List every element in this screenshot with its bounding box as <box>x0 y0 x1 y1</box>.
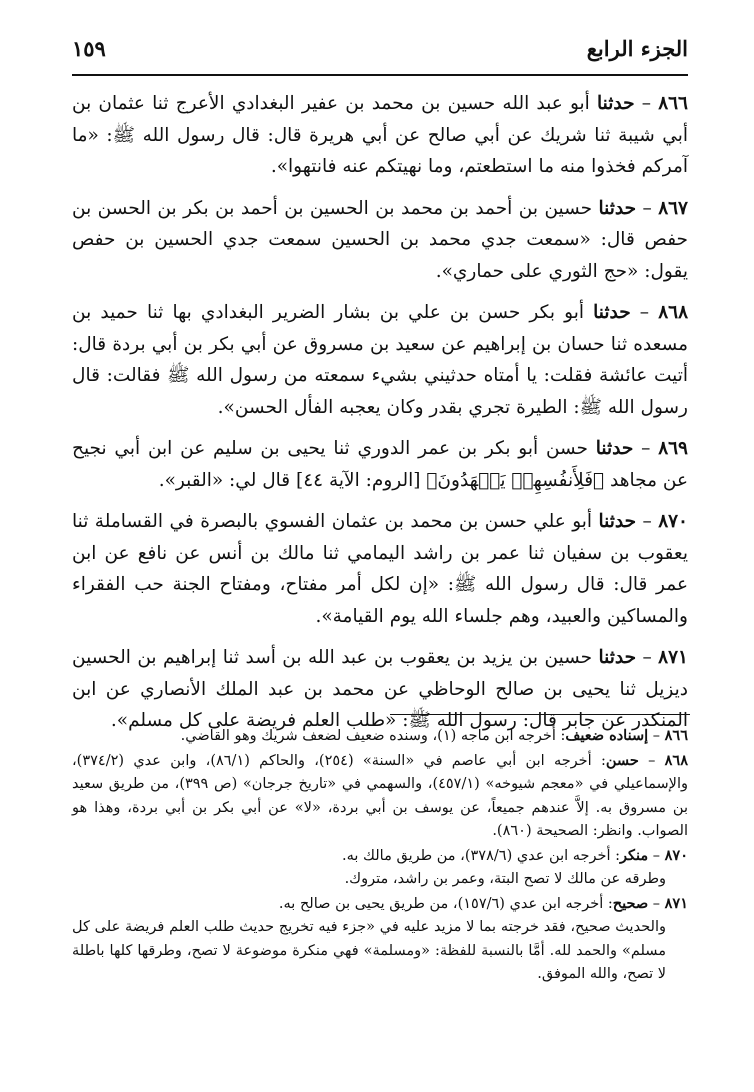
hadith-text: حسين بن أحمد بن محمد بن الحسين بن أحمد بن بكر بن الحسن بن حفص قال: «سمعت جدي محمد بن الحسين سمعت جدي الحسين بن حفص يقول: «حج الثوري على حماري». <box>72 197 688 282</box>
footnote-text: : أخرجه ابن عدي (٣٧٨/٦)، من طريق مالك به. <box>342 847 620 864</box>
page-number: ١٥٩ <box>72 36 106 61</box>
hadith-number: ٨٦٦ <box>658 93 688 114</box>
footnote-grade: منكر <box>620 846 649 864</box>
hadith-number: ٨٦٨ <box>658 302 689 323</box>
hadith-number: ٨٧٠ <box>658 511 688 532</box>
hadith-text: أبو علي حسن بن محمد بن عثمان الفسوي بالبصرة في القساملة ثنا يعقوب بن سفيان ثنا عمر بن راشد اليمامي ثنا مالك بن أنس عن نافع عن ابن عمر قال: قال رسول الله ﷺ: «إن لكل أمر مفتاح، ومفتاح الجنة حب الفقراء والمساكين والعبيد، وهم جلساء الله يوم القيامة». <box>72 511 688 627</box>
hadith-text: أبو عبد الله حسين بن محمد بن عفير البغدادي الأعرج ثنا عثمان بن أبي شيبة ثنا شريك عن أبي صالح عن أبي هريرة قال: قال رسول الله ﷺ: «ما آمركم فخذوا منه ما استطعتم، وما نهيتكم عنه فانتهوا». <box>72 93 688 177</box>
footnote-text: : أخرجه ابن عدي (١٥٧/٦)، من طريق يحيى بن صالح به. <box>278 895 613 912</box>
footnote-grade: إسناده ضعيف <box>565 727 649 744</box>
footnote-grade: صحيح <box>612 894 649 912</box>
footnote-number: ٨٦٦ <box>664 727 688 744</box>
hadith-number: ٨٧١ <box>658 647 688 668</box>
hadith-entry-869: ٨٦٩ – حدثنا حسن أبو بكر بن عمر الدوري ثنا يحيى بن سليم عن ابن أبي نجيح عن مجاهد ﴿فَلِأَنفُسِهِمۡ يَمۡهَدُونَ﴾ [الروم: الآية ٤٤] قال لي: «القبر». <box>72 438 688 491</box>
hadith-entry-867: ٨٦٧ – حدثنا حسين بن أحمد بن محمد بن الحسين بن أحمد بن بكر بن الحسن بن حفص قال: «سمعت جدي محمد بن الحسين سمعت جدي الحسين بن حفص يقول: «حج الثوري على حماري». <box>72 197 688 282</box>
hadith-text-body <box>72 88 688 747</box>
footnote-number: ٨٦٨ <box>664 751 689 769</box>
footnote-number: ٨٧١ <box>664 894 688 912</box>
hadith-entry-870: ٨٧٠ – حدثنا أبو علي حسن بن محمد بن عثمان الفسوي بالبصرة في القساملة ثنا يعقوب بن سفيان ثنا عمر بن راشد اليمامي ثنا مالك بن أنس عن نافع عن ابن عمر قال: قال رسول الله ﷺ: «إن لكل أمر مفتاح، ومفتاح الجنة حب الفقراء والمساكين والعبيد، وهم جلساء الله يوم القيامة». <box>72 511 688 627</box>
footnote-grade: حسن <box>605 751 639 769</box>
hadith-lead: حدثنا <box>598 647 637 668</box>
hadith-text: أبو بكر حسن بن علي بن بشار الضرير البغدادي بها ثنا حميد بن مسعده ثنا حسان بن إبراهيم عن سعيد بن مسروق عن أبي بكر بن أبي بردة قال: أتيت عائشة فقلت: يا أمتاه حدثيني بشيء سمعته من رسول الله ﷺ فقالت: قال رسول الله ﷺ: الطيرة تجري بقدر وكان يعجبه الفأل الحسن». <box>72 302 688 418</box>
hadith-text: حسين بن يزيد بن يعقوب بن عبد الله بن أسد ثنا إبراهيم بن الحسين ديزيل ثنا يحيى بن صالح الوحاظي عن محمد بن عبد الملك الأنصاري عن ابن المنكدر عن جابر قال: رسول الله ﷺ: «طلب العلم فريضة على كل مسلم». <box>72 647 688 731</box>
footnote-text: : أخرجه ابن أبي عاصم في «السنة» (٢٥٤)، والحاكم (٨٦/١)، وابن عدي (٣٧٤/٢)، والإسماعيلي في «معجم شيوخه» (٤٥٧/١)، والسهمي في «تاريخ جرجان» (ص ٣٩٩)، من طريق سعيد بن مسروق به. إلاَّ عندهم جميعاً، عن يوسف بن أبي بردة، «لا» عن أبي بكر بن أبي بردة، وهذا هو الصواب. وانظر: الصحيحة (٨٦٠). <box>72 752 688 839</box>
hadith-text: حسن أبو بكر بن عمر الدوري ثنا يحيى بن سليم عن ابن أبي نجيح عن مجاهد ﴿فَلِأَنفُسِهِمۡ يَمۡهَدُونَ﴾ [الروم: الآية ٤٤] قال لي: «القبر». <box>72 438 688 491</box>
footnote-number: ٨٧٠ <box>664 846 688 864</box>
hadith-lead: حدثنا <box>598 511 637 532</box>
page-header <box>72 26 688 76</box>
hadith-number: ٨٦٩ <box>658 438 688 459</box>
footnote-continuation: وطرقه عن مالك لا تصح البتة، وعمر بن راشد، متروك. <box>344 871 666 887</box>
header-divider <box>72 74 688 76</box>
hadith-lead: حدثنا <box>593 302 631 323</box>
hadith-lead: حدثنا <box>598 197 637 219</box>
hadith-lead: حدثنا <box>597 93 635 114</box>
hadith-entry-866: ٨٦٦ – حدثنا أبو عبد الله حسين بن محمد بن عفير البغدادي الأعرج ثنا عثمان بن أبي شيبة ثنا شريك عن أبي صالح عن أبي هريرة قال: قال رسول الله ﷺ: «ما آمركم فخذوا منه ما استطعتم، وما نهيتكم عنه فانتهوا». <box>72 93 688 177</box>
hadith-entry-871: ٨٧١ – حدثنا حسين بن يزيد بن يعقوب بن عبد الله بن أسد ثنا إبراهيم بن الحسين ديزيل ثنا يحيى بن صالح الوحاظي عن محمد بن عبد الملك الأنصاري عن ابن المنكدر عن جابر قال: رسول الله ﷺ: «طلب العلم فريضة على كل مسلم». <box>72 647 688 731</box>
hadith-number: ٨٦٧ <box>658 197 688 219</box>
footnotes-section <box>72 724 688 987</box>
footnote-text: : أخرجه ابن ماجه (١)، وسنده ضعيف لضعف شريك وهو القاضي. <box>180 728 566 744</box>
running-title: الجزء الرابع <box>586 36 688 61</box>
footnote-868: ٨٦٨ – حسن: أخرجه ابن أبي عاصم في «السنة» (٢٥٤)، والحاكم (٨٦/١)، وابن عدي (٣٧٤/٢)، والإسماعيلي في «معجم شيوخه» (٤٥٧/١)، والسهمي في «تاريخ جرجان» (ص ٣٩٩)، من طريق سعيد بن مسروق به. إلاَّ عندهم جميعاً، عن يوسف بن أبي بردة، «لا» عن أبي بكر بن أبي بردة، وهذا هو الصواب. وانظر: الصحيحة (٨٦٠). <box>72 751 689 839</box>
hadith-lead: حدثنا <box>595 438 634 459</box>
footnote-866: ٨٦٦ – إسناده ضعيف: أخرجه ابن ماجه (١)، وسنده ضعيف لضعف شريك وهو القاضي. <box>180 727 688 744</box>
footnote-continuation: والحديث صحيح، فقد خرجته بما لا مزيد عليه في «جزء فيه تخريج حديث طلب العلم فريضة على كل مسلم» والحمد لله. أمَّا بالنسبة للفظة: «ومسلمة» فهي منكرة موضوعة لا تصح، وطرقها كلها باطلة لا تصح، والله الموفق. <box>72 919 666 982</box>
footnote-871: ٨٧١ – صحيح: أخرجه ابن عدي (١٥٧/٦)، من طريق يحيى بن صالح به. <box>278 894 688 912</box>
footnote-870: ٨٧٠ – منكر: أخرجه ابن عدي (٣٧٨/٦)، من طريق مالك به. <box>342 846 688 864</box>
footnote-divider <box>390 714 690 715</box>
hadith-entry-868: ٨٦٨ – حدثنا أبو بكر حسن بن علي بن بشار الضرير البغدادي بها ثنا حميد بن مسعده ثنا حسان بن إبراهيم عن سعيد بن مسروق عن أبي بكر بن أبي بردة قال: أتيت عائشة فقلت: يا أمتاه حدثيني بشيء سمعته من رسول الله ﷺ فقالت: قال رسول الله ﷺ: الطيرة تجري بقدر وكان يعجبه الفأل الحسن». <box>72 302 689 418</box>
